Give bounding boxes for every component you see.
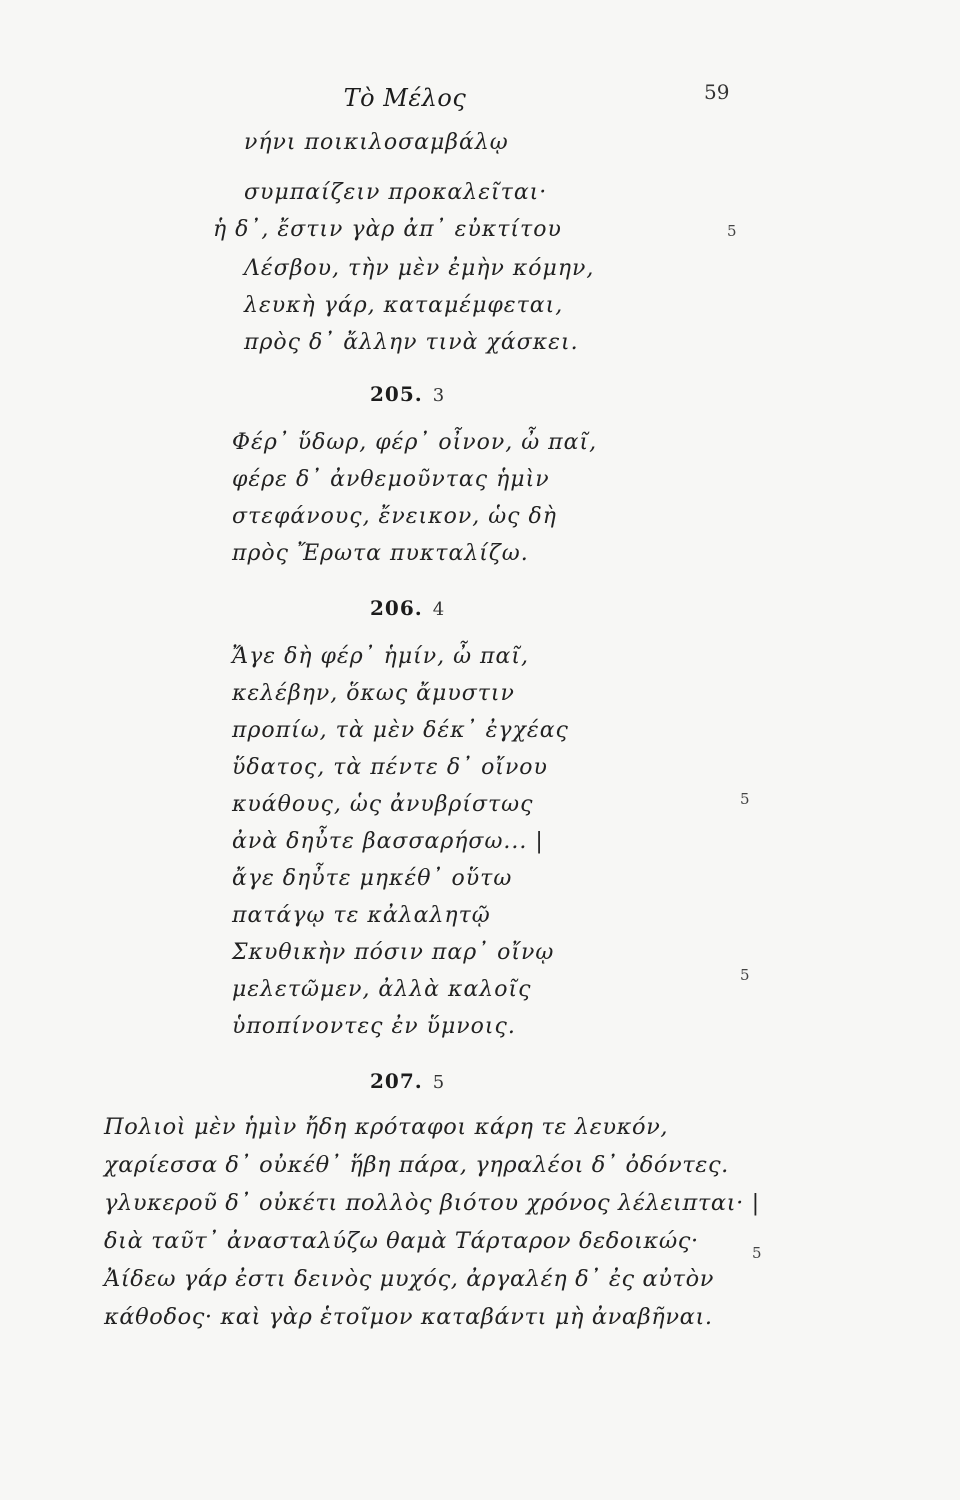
verse-line: στεφάνους, ἔνεικον, ὡς δὴ bbox=[232, 504, 557, 529]
line-number: 5 bbox=[740, 790, 750, 808]
verse-line: Πολιοὶ μὲν ἡμὶν ἤδη κρόταφοι κάρη τε λευκόν, bbox=[104, 1114, 669, 1140]
verse-line: γλυκεροῦ δ᾽ οὐκέτι πολλὸς βιότου χρόνος λέλειπται· | bbox=[104, 1190, 760, 1216]
poem-reference: 3 bbox=[432, 385, 446, 406]
verse-line: νήνι ποικιλοσαμβάλῳ bbox=[244, 130, 509, 155]
verse-line: ὑποπίνοντες ἐν ὕμνοις. bbox=[232, 1014, 516, 1039]
verse-line: ἡ δ᾽, ἔστιν γὰρ ἀπ᾽ εὐκτίτου bbox=[213, 217, 562, 242]
verse-line: συμπαίζειν προκαλεῖται· bbox=[244, 180, 548, 205]
verse-line: χαρίεσσα δ᾽ οὐκέθ᾽ ἥβη πάρα, γηραλέοι δ᾽ ὀδόντες. bbox=[104, 1152, 729, 1178]
poem-reference: 5 bbox=[432, 1072, 446, 1093]
verse-line: πρὸς δ᾽ ἄλλην τινὰ χάσκει. bbox=[244, 330, 579, 355]
line-number: 5 bbox=[740, 966, 750, 984]
verse-line: ἀνὰ δηὖτε βασσαρήσω... | bbox=[232, 829, 544, 854]
verse-line: λευκὴ γάρ, καταμέμφεται, bbox=[244, 293, 564, 318]
line-number: 5 bbox=[727, 222, 737, 240]
poem-number bbox=[370, 382, 445, 406]
verse-line: διὰ ταῦτ᾽ ἀνασταλύζω θαμὰ Τάρταρον δεδοικώς· bbox=[104, 1228, 699, 1254]
verse-line: πατάγῳ τε κἀλαλητῷ bbox=[232, 903, 491, 928]
poem-reference: 4 bbox=[432, 599, 446, 620]
verse-line: κάθοδος· καὶ γὰρ ἑτοῖμον καταβάντι μὴ ἀναβῆναι. bbox=[104, 1304, 713, 1330]
verse-line: πρὸς Ἔρωτα πυκταλίζω. bbox=[232, 541, 529, 566]
verse-line: Λέσβου, τὴν μὲν ἐμὴν κόμην, bbox=[244, 256, 595, 281]
verse-line: ὕδατος, τὰ πέντε δ᾽ οἴνου bbox=[232, 755, 548, 780]
verse-line: Ἄγε δὴ φέρ᾽ ἡμίν, ὦ παῖ, bbox=[232, 644, 529, 669]
poem-number-text: 205. bbox=[370, 382, 423, 406]
poem-number bbox=[370, 1069, 445, 1093]
verse-line: Σκυθικὴν πόσιν παρ᾽ οἴνῳ bbox=[232, 940, 555, 965]
verse-line: Φέρ᾽ ὕδωρ, φέρ᾽ οἶνον, ὦ παῖ, bbox=[232, 430, 598, 455]
line-number: 5 bbox=[752, 1244, 762, 1262]
poem-number bbox=[370, 596, 445, 620]
page-number: 59 bbox=[704, 80, 730, 104]
verse-line: ἄγε δηὖτε μηκέθ᾽ οὕτω bbox=[232, 866, 513, 891]
verse-line: κελέβην, ὅκως ἄμυστιν bbox=[232, 681, 515, 706]
verse-line: Ἀίδεω γάρ ἐστι δεινὸς μυχός, ἀργαλέη δ᾽ ἐς αὐτὸν bbox=[104, 1266, 715, 1292]
verse-line: μελετῶμεν, ἀλλὰ καλοῖς bbox=[232, 977, 532, 1002]
verse-line: κυάθους, ὡς ἀνυβρίστως bbox=[232, 792, 534, 817]
verse-line: φέρε δ᾽ ἀνθεμοῦντας ἡμὶν bbox=[232, 467, 550, 492]
verse-line: προπίω, τὰ μὲν δέκ᾽ ἐγχέας bbox=[232, 718, 569, 743]
poem-number-text: 206. bbox=[370, 596, 423, 620]
poem-number-text: 207. bbox=[370, 1069, 423, 1093]
running-head: Τὸ Μέλος bbox=[343, 84, 467, 112]
